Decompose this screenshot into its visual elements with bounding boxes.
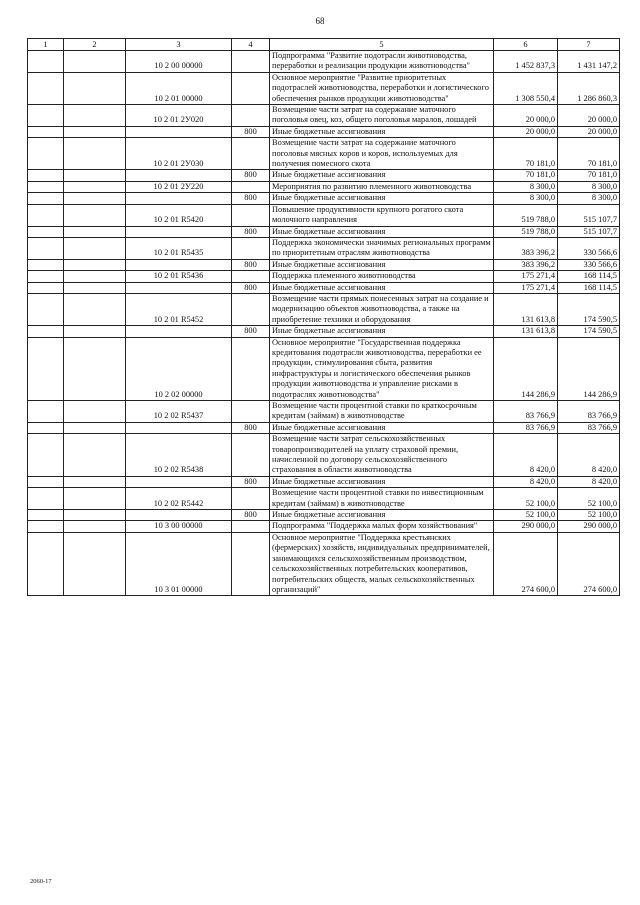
cell-col-1 [28,138,64,170]
table-row [28,337,620,400]
amount-col-6: 290 000,0 [494,521,558,532]
amount-col-6: 383 396,2 [494,259,558,270]
cell-col-2 [64,434,126,477]
table-row [28,488,620,510]
cell-col-2 [64,259,126,270]
table-row [28,126,620,137]
cell-col-2 [64,521,126,532]
item-name: Подпрограмма "Поддержка малых форм хозяйствования" [270,521,494,532]
expense-type-code [232,51,270,73]
cell-col-2 [64,105,126,127]
target-article-code: 10 2 02 R5442 [126,488,232,510]
target-article-code [126,422,232,433]
cell-col-1 [28,434,64,477]
amount-col-6: 83 766,9 [494,401,558,423]
item-name: Иные бюджетные ассигнования [270,259,494,270]
amount-col-6: 8 300,0 [494,181,558,192]
cell-col-1 [28,181,64,192]
header-col-4: 4 [232,39,270,51]
cell-col-2 [64,293,126,325]
item-name: Поддержка экономически значимых региональных программ по приоритетным отраслям животноводства [270,237,494,259]
amount-col-7: 20 000,0 [558,126,620,137]
target-article-code [126,510,232,521]
cell-col-2 [64,204,126,226]
amount-col-6: 131 613,8 [494,293,558,325]
cell-col-1 [28,422,64,433]
cell-col-2 [64,326,126,337]
table-row [28,422,620,433]
expense-type-code: 800 [232,170,270,181]
target-article-code [126,326,232,337]
table-row [28,476,620,487]
footer-document-code: 2060-17 [30,878,52,885]
amount-col-7: 8 300,0 [558,181,620,192]
amount-col-7: 330 566,6 [558,237,620,259]
amount-col-7: 70 181,0 [558,170,620,181]
cell-col-2 [64,282,126,293]
item-name: Подпрограмма "Развитие подотрасли животноводства, переработки и реализации продукции животноводства" [270,51,494,73]
table-row [28,138,620,170]
expense-type-code [232,237,270,259]
cell-col-1 [28,337,64,400]
amount-col-6: 20 000,0 [494,105,558,127]
cell-col-1 [28,326,64,337]
item-name: Иные бюджетные ассигнования [270,422,494,433]
cell-col-1 [28,282,64,293]
cell-col-2 [64,532,126,595]
expense-type-code [232,532,270,595]
item-name: Возмещение части затрат на содержание маточного поголовья мясных коров и коров, используемых для получения помесного скота [270,138,494,170]
item-name: Основное мероприятие "Государственная поддержка кредитования подотрасли животноводства, переработки ее продукции, стимулирования сбыта, развития инфраструктуры и логистического обеспечения рынков продукции животноводства и управление рисками в подотраслях животноводства" [270,337,494,400]
amount-col-6: 70 181,0 [494,170,558,181]
amount-col-6: 144 286,9 [494,337,558,400]
amount-col-6: 1 308 550,4 [494,72,558,104]
expense-type-code: 800 [232,226,270,237]
table-row [28,401,620,423]
target-article-code: 10 2 02 00000 [126,337,232,400]
expense-type-code: 800 [232,422,270,433]
amount-col-6: 8 420,0 [494,434,558,477]
expense-type-code [232,105,270,127]
expense-type-code: 800 [232,282,270,293]
amount-col-7: 168 114,5 [558,282,620,293]
amount-col-6: 519 788,0 [494,204,558,226]
cell-col-1 [28,401,64,423]
expense-type-code [232,138,270,170]
expense-type-code: 800 [232,193,270,204]
amount-col-6: 519 788,0 [494,226,558,237]
amount-col-6: 175 271,4 [494,271,558,282]
expense-type-code [232,401,270,423]
table-row [28,204,620,226]
cell-col-1 [28,105,64,127]
cell-col-1 [28,271,64,282]
table-row [28,51,620,73]
target-article-code: 10 2 02 R5437 [126,401,232,423]
item-name: Иные бюджетные ассигнования [270,226,494,237]
expense-type-code: 800 [232,126,270,137]
expense-type-code [232,181,270,192]
target-article-code: 10 2 01 R5435 [126,237,232,259]
expense-type-code: 800 [232,326,270,337]
item-name: Мероприятия по развитию племенного животноводства [270,181,494,192]
table-row [28,170,620,181]
cell-col-2 [64,193,126,204]
cell-col-1 [28,72,64,104]
target-article-code [126,170,232,181]
table-row [28,259,620,270]
item-name: Возмещение части затрат сельскохозяйственных товаропроизводителей на уплату страховой премии, начисленной по договору сельскохозяйственного страхования в области животноводства [270,434,494,477]
header-col-1: 1 [28,39,64,51]
cell-col-2 [64,237,126,259]
expense-type-code [232,434,270,477]
item-name: Возмещение части процентной ставки по краткосрочным кредитам (займам) в животноводстве [270,401,494,423]
target-article-code: 10 2 01 00000 [126,72,232,104]
table-row [28,282,620,293]
table-row [28,510,620,521]
cell-col-2 [64,510,126,521]
amount-col-6: 383 396,2 [494,237,558,259]
amount-col-6: 70 181,0 [494,138,558,170]
cell-col-1 [28,259,64,270]
expense-type-code [232,293,270,325]
item-name: Возмещение части затрат на содержание маточного поголовья овец, коз, общего поголовья маралов, лошадей [270,105,494,127]
item-name: Основное мероприятие "Поддержка крестьянских (фермерских) хозяйств, индивидуальных предпринимателей, занимающихся сельскохозяйственным производством, сельскохозяйственных потребительских кооперативов, потребительских обществ, малых сельскохозяйственных организаций" [270,532,494,595]
amount-col-7: 144 286,9 [558,337,620,400]
cell-col-2 [64,476,126,487]
expense-type-code: 800 [232,510,270,521]
amount-col-7: 70 181,0 [558,138,620,170]
expense-type-code [232,337,270,400]
amount-col-7: 52 100,0 [558,488,620,510]
table-row [28,326,620,337]
amount-col-6: 8 420,0 [494,476,558,487]
amount-col-7: 330 566,6 [558,259,620,270]
cell-col-1 [28,126,64,137]
amount-col-6: 131 613,8 [494,326,558,337]
item-name: Поддержка племенного животноводства [270,271,494,282]
table-row [28,434,620,477]
amount-col-7: 168 114,5 [558,271,620,282]
item-name: Возмещение части прямых понесенных затрат на создание и модернизацию объектов животноводства, а также на приобретение техники и оборудования [270,293,494,325]
target-article-code [126,193,232,204]
amount-col-7: 8 300,0 [558,193,620,204]
amount-col-6: 175 271,4 [494,282,558,293]
amount-col-7: 515 107,7 [558,226,620,237]
amount-col-7: 8 420,0 [558,476,620,487]
amount-col-6: 83 766,9 [494,422,558,433]
cell-col-1 [28,510,64,521]
header-col-5: 5 [270,39,494,51]
amount-col-7: 83 766,9 [558,401,620,423]
table-row [28,237,620,259]
cell-col-1 [28,226,64,237]
cell-col-1 [28,51,64,73]
amount-col-7: 174 590,5 [558,293,620,325]
cell-col-1 [28,170,64,181]
item-name: Иные бюджетные ассигнования [270,126,494,137]
cell-col-2 [64,422,126,433]
cell-col-1 [28,488,64,510]
amount-col-7: 515 107,7 [558,204,620,226]
target-article-code: 10 2 01 2У020 [126,105,232,127]
cell-col-1 [28,204,64,226]
target-article-code: 10 2 02 R5438 [126,434,232,477]
table-row [28,532,620,595]
amount-col-6: 274 600,0 [494,532,558,595]
amount-col-7: 52 100,0 [558,510,620,521]
target-article-code: 10 2 01 R5436 [126,271,232,282]
expense-type-code: 800 [232,476,270,487]
amount-col-7: 83 766,9 [558,422,620,433]
expense-type-code [232,488,270,510]
cell-col-2 [64,226,126,237]
amount-col-7: 274 600,0 [558,532,620,595]
cell-col-1 [28,521,64,532]
header-col-3: 3 [126,39,232,51]
cell-col-1 [28,293,64,325]
amount-col-7: 290 000,0 [558,521,620,532]
amount-col-6: 8 300,0 [494,193,558,204]
target-article-code [126,226,232,237]
item-name: Иные бюджетные ассигнования [270,193,494,204]
expense-type-code [232,521,270,532]
target-article-code [126,476,232,487]
amount-col-6: 20 000,0 [494,126,558,137]
target-article-code: 10 2 01 2У030 [126,138,232,170]
cell-col-2 [64,401,126,423]
header-col-6: 6 [494,39,558,51]
target-article-code [126,282,232,293]
header-col-2: 2 [64,39,126,51]
expense-type-code [232,204,270,226]
cell-col-2 [64,72,126,104]
budget-table [27,38,620,596]
target-article-code: 10 2 01 R5420 [126,204,232,226]
amount-col-7: 1 431 147,2 [558,51,620,73]
item-name: Основное мероприятие "Развитие приоритетных подотраслей животноводства, переработки и логистического обеспечения рынков продукции животноводства" [270,72,494,104]
cell-col-1 [28,532,64,595]
cell-col-2 [64,126,126,137]
header-col-7: 7 [558,39,620,51]
table-row [28,521,620,532]
target-article-code: 10 3 00 00000 [126,521,232,532]
target-article-code [126,126,232,137]
amount-col-7: 1 286 860,3 [558,72,620,104]
amount-col-7: 20 000,0 [558,105,620,127]
item-name: Иные бюджетные ассигнования [270,326,494,337]
cell-col-2 [64,138,126,170]
cell-col-1 [28,237,64,259]
item-name: Повышение продуктивности крупного рогатого скота молочного направления [270,204,494,226]
amount-col-6: 52 100,0 [494,510,558,521]
expense-type-code: 800 [232,259,270,270]
cell-col-2 [64,51,126,73]
cell-col-2 [64,271,126,282]
amount-col-7: 174 590,5 [558,326,620,337]
table-row [28,226,620,237]
item-name: Иные бюджетные ассигнования [270,282,494,293]
header-row [28,39,620,51]
cell-col-2 [64,170,126,181]
cell-col-1 [28,476,64,487]
expense-type-code [232,271,270,282]
expense-type-code [232,72,270,104]
table-row [28,271,620,282]
table-row [28,105,620,127]
table-row [28,181,620,192]
cell-col-2 [64,488,126,510]
cell-col-2 [64,337,126,400]
table-row [28,72,620,104]
table-row [28,293,620,325]
cell-col-2 [64,181,126,192]
target-article-code: 10 2 01 R5452 [126,293,232,325]
item-name: Иные бюджетные ассигнования [270,476,494,487]
cell-col-1 [28,193,64,204]
target-article-code: 10 2 01 2У220 [126,181,232,192]
item-name: Иные бюджетные ассигнования [270,170,494,181]
item-name: Возмещение части процентной ставки по инвестиционным кредитам (займам) в животноводстве [270,488,494,510]
item-name: Иные бюджетные ассигнования [270,510,494,521]
amount-col-6: 1 452 837,3 [494,51,558,73]
amount-col-6: 52 100,0 [494,488,558,510]
amount-col-7: 8 420,0 [558,434,620,477]
target-article-code: 10 3 01 00000 [126,532,232,595]
page-number: 68 [315,16,325,26]
target-article-code [126,259,232,270]
table-row [28,193,620,204]
target-article-code: 10 2 00 00000 [126,51,232,73]
